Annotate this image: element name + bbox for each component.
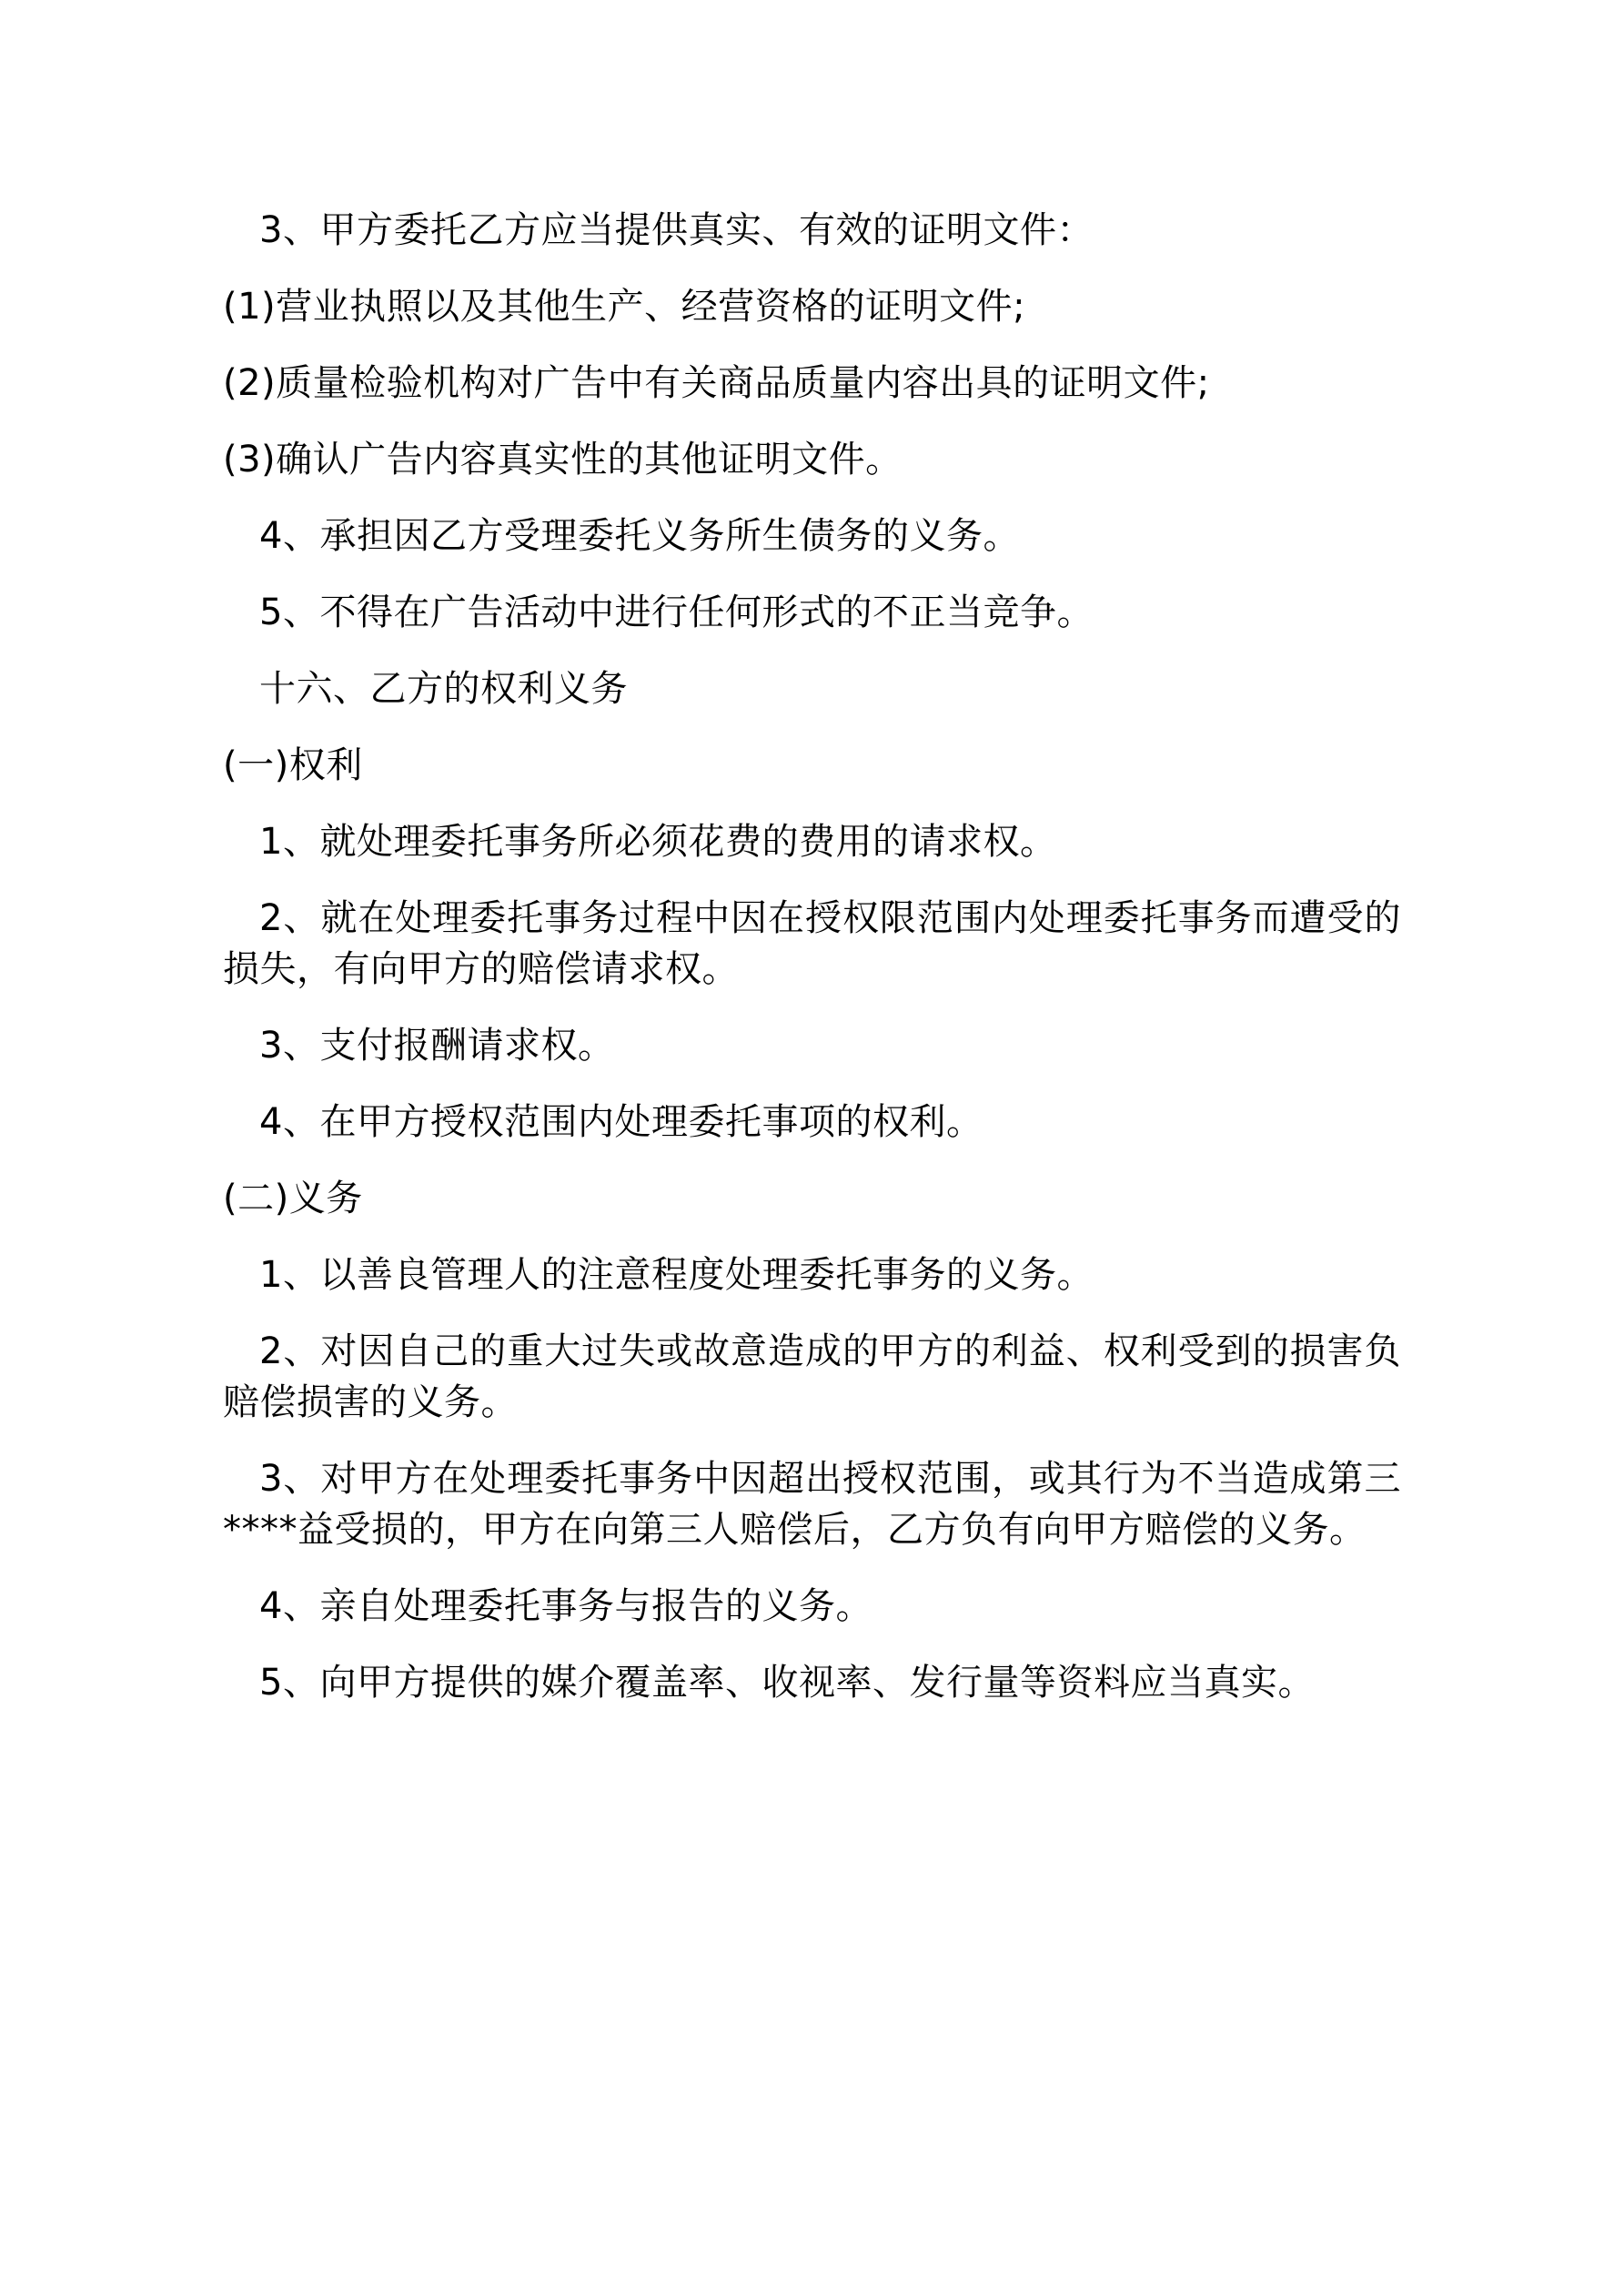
paragraph: 3、甲方委托乙方应当提供真实、有效的证明文件： bbox=[259, 209, 1094, 251]
paragraph: 1、以善良管理人的注意程度处理委托事务的义务。 bbox=[259, 1254, 1094, 1296]
paragraph: 5、向甲方提供的媒介覆盖率、收视率、发行量等资料应当真实。 bbox=[259, 1662, 1315, 1704]
paragraph: (2)质量检验机构对广告中有关商品质量内容出具的证明文件; bbox=[223, 362, 1210, 404]
paragraph: 2、就在处理委托事务过程中因在授权限范围内处理委托事务而遭受的损失，有向甲方的赔偿请求权。 bbox=[223, 897, 1401, 990]
subsection-heading: (一)权利 bbox=[223, 744, 363, 786]
section-heading: 十六、乙方的权利义务 bbox=[259, 668, 628, 710]
paragraph: 4、在甲方授权范围内处理委托事项的权利。 bbox=[259, 1101, 983, 1143]
paragraph: 3、对甲方在处理委托事务中因超出授权范围，或其行为不当造成第三****益受损的，甲方在向第三人赔偿后，乙方负有向甲方赔偿的义务。 bbox=[223, 1458, 1401, 1551]
paragraph: 2、对因自己的重大过失或故意造成的甲方的利益、权利受到的损害负赔偿损害的义务。 bbox=[223, 1330, 1401, 1423]
document-body bbox=[223, 205, 1401, 1708]
paragraph: 4、承担因乙方受理委托义务所生债务的义务。 bbox=[259, 515, 1020, 557]
paragraph: 5、不得在广告活动中进行任何形式的不正当竞争。 bbox=[259, 592, 1094, 633]
paragraph: 3、支付报酬请求权。 bbox=[259, 1025, 615, 1067]
paragraph: 4、亲自处理委托事务与报告的义务。 bbox=[259, 1585, 873, 1627]
paragraph: (3)确认广告内容真实性的其他证明文件。 bbox=[223, 439, 903, 480]
paragraph: 1、就处理委托事务所必须花费的费用的请求权。 bbox=[259, 821, 1057, 863]
paragraph: (1)营业执照以及其他生产、经营资格的证明文件; bbox=[223, 286, 1026, 328]
subsection-heading: (二)义务 bbox=[223, 1178, 363, 1219]
